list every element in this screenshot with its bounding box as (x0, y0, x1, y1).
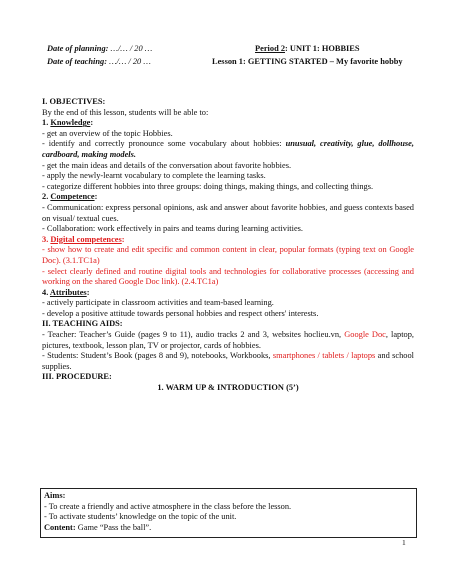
aids-heading: II. TEACHING AIDS: (42, 319, 123, 329)
planning-label: Date of planning: (47, 44, 109, 53)
planning-date (47, 44, 152, 55)
competence-label: Competence (50, 192, 95, 202)
page-number: 1 (402, 538, 406, 547)
attributes-item: - develop a positive attitude towards personal hobbies and respect others' interests. (42, 308, 319, 318)
aims-item: - To activate students’ knowledge on the topic of the unit. (44, 512, 237, 522)
teaching-date (47, 57, 151, 68)
aids-teacher (42, 330, 414, 351)
knowledge-heading: 1. Knowledge: (42, 118, 94, 128)
attributes-item: - actively participate in classroom activities and team-based learning. (42, 298, 274, 308)
content-value: Game “Pass the ball”. (75, 522, 152, 532)
aids-students-text: - Students: Student’s Book (pages 8 and 9), notebooks, Workbooks, (42, 351, 273, 361)
aims-box (40, 488, 417, 538)
digital-item: - select clearly defined and routine digital tools and technologies for collaborative processes (accessing and working on the shared Google Doc link). (2.4.TC1a) (42, 266, 414, 287)
aims-content (44, 523, 413, 534)
lesson-body (42, 97, 414, 394)
period-title (255, 44, 360, 55)
knowledge-vocab-lead: - identify and correctly pronounce some vocabulary about hobbies: (42, 139, 286, 149)
period-label: Period 2 (255, 44, 286, 53)
objectives-heading: I. OBJECTIVES: (42, 97, 106, 106)
digital-label: Digital competences (50, 234, 122, 244)
warmup-title: 1. WARM UP & INTRODUCTION (5’) (157, 383, 299, 393)
period-unit: : UNIT 1: HOBBIES (285, 44, 360, 53)
knowledge-label: Knowledge (50, 118, 91, 128)
aims-label: Aims: (44, 491, 66, 500)
knowledge-item-vocab (42, 139, 414, 160)
aids-teacher-text: - Teacher: Teacher’s Guide (pages 9 to 11), audio tracks 2 and 3, websites hoclieu.vn, (42, 330, 345, 340)
planning-value: …/… / 20 … (108, 44, 153, 53)
aids-teacher-red: Google Doc (344, 330, 386, 340)
lesson-title: Lesson 1: GETTING STARTED – My favorite hobby (212, 57, 403, 66)
objectives-intro: By the end of this lesson, students will be able to: (42, 107, 209, 117)
competence-heading: 2. Competence: (42, 192, 98, 202)
content-label: Content: (44, 522, 76, 532)
procedure-heading: III. PROCEDURE: (42, 372, 112, 382)
knowledge-num: 1. (42, 118, 51, 128)
aids-students-red: smartphones / tablets / laptops (272, 351, 376, 361)
digital-num: 3. (42, 234, 51, 244)
competence-item: - Collaboration: work effectively in pairs and teams during learning activities. (42, 224, 304, 234)
aims-item: - To create a friendly and active atmosphere in the class before the lesson. (44, 501, 292, 511)
digital-heading: 3. Digital competences: (42, 234, 125, 244)
teaching-label: Date of teaching: (47, 57, 108, 66)
attributes-heading: 4. Attributes: (42, 287, 90, 297)
digital-item: - show how to create and edit specific and common content in clear, popular formats (typing text on Google Doc). (3.1.TC1a) (42, 245, 414, 265)
knowledge-item: - categorize different hobbies into three groups: doing things, making things, and collecting things. (42, 181, 374, 191)
competence-num: 2. (42, 192, 51, 202)
knowledge-item: - get the main ideas and details of the conversation about favorite hobbies. (42, 160, 292, 170)
attributes-label: Attributes (49, 287, 87, 297)
attributes-num: 4. (42, 287, 50, 297)
knowledge-item: - get an overview of the topic Hobbies. (42, 128, 173, 138)
aids-students (42, 351, 414, 372)
vocab-words: unusual, creativity, glue, dollhouse, cardboard, making models. (42, 139, 414, 159)
teaching-value: …/… / 20 … (107, 57, 151, 66)
aids-students-text-end: and school supplies. (42, 351, 414, 371)
knowledge-item: - apply the newly-learnt vocabulary to complete the learning tasks. (42, 171, 266, 181)
aids-teacher-text-end: , laptop, pictures, textbook, lesson plan, TV or projector, cards of hobbies. (42, 330, 415, 350)
competence-item: - Communication: express personal opinions, ask and answer about favorite hobbies, and guess contexts based on visual/ textual cues. (42, 202, 414, 223)
